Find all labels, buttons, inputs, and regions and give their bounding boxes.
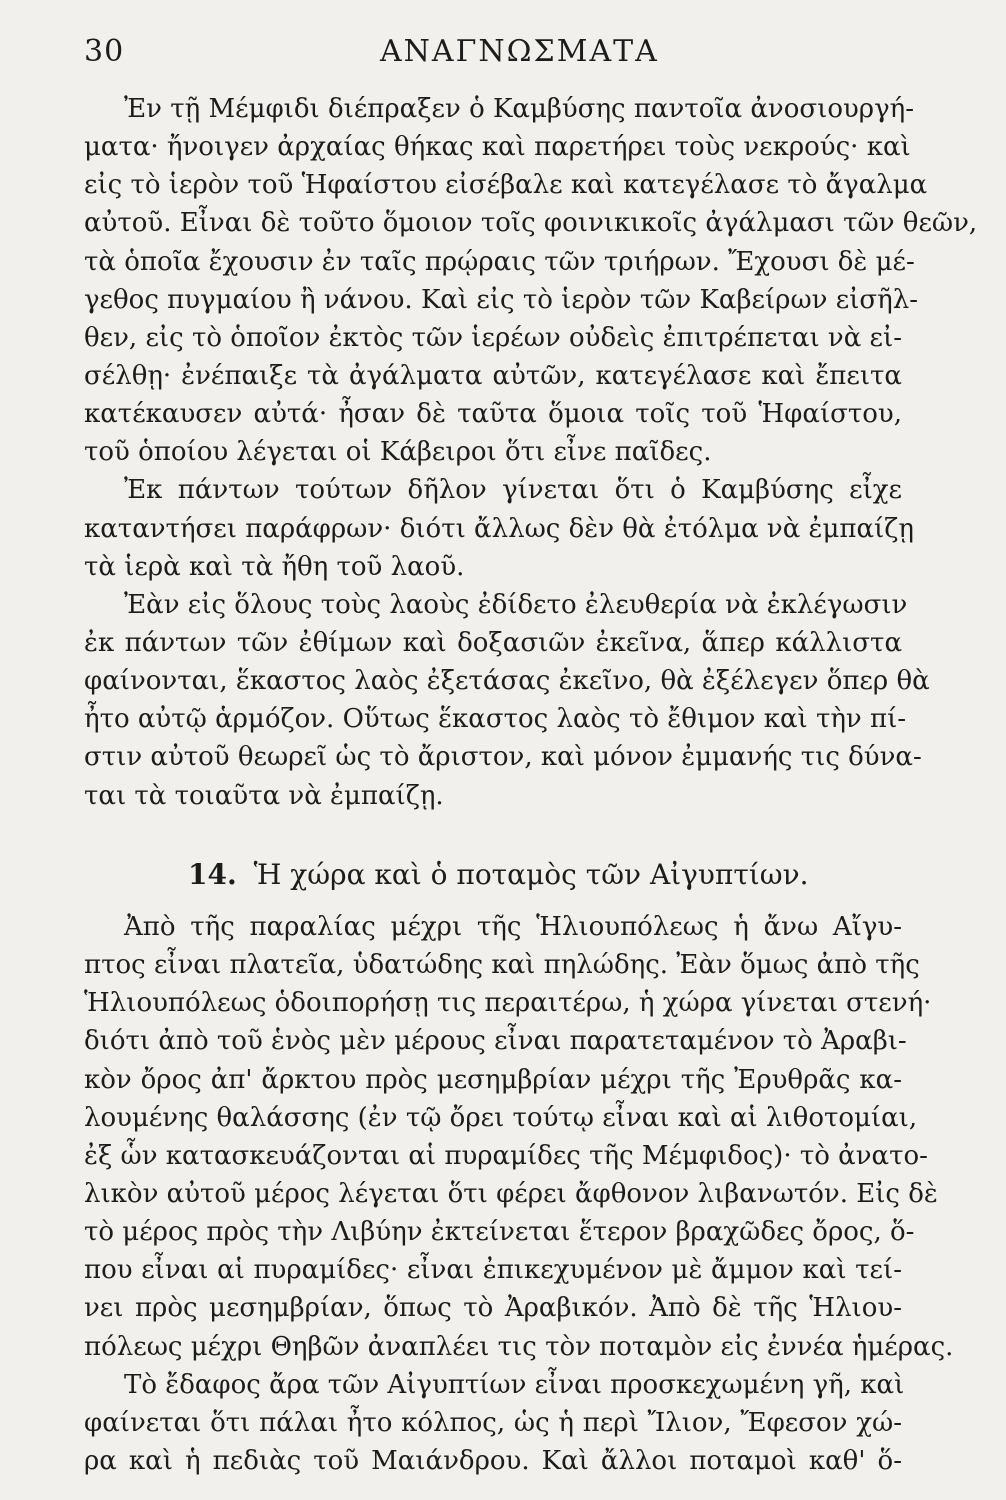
section-number: 14. bbox=[188, 858, 237, 891]
text-line: διότι ἀπὸ τοῦ ἑνὸς μὲν μέρους εἶναι παρατεταμένον τὸ Ἀραβι- bbox=[84, 1026, 907, 1057]
page-header bbox=[84, 34, 900, 74]
text-line: ματα· ἤνοιγεν ἀρχαίας θήκας καὶ παρετήρει τοὺς νεκρούς· καὶ bbox=[84, 132, 911, 163]
page-number: 30 bbox=[84, 34, 125, 69]
text-line: σέλθῃ· ἐνέπαιξε τὰ ἀγάλματα αὐτῶν, κατεγέλασε καὶ ἔπειτα bbox=[84, 360, 902, 391]
text-line: τὰ ὁποῖα ἔχουσιν ἐν ταῖς πρῴραις τῶν τριήρων. Ἔχουσι δὲ μέ- bbox=[84, 246, 915, 277]
text-line: πτος εἶναι πλατεῖα, ὑδατώδης καὶ πηλώδης. Ἐὰν ὅμως ἀπὸ τῆς bbox=[84, 950, 920, 981]
text-line: ἦτο αὐτῷ ἁρμόζον. Οὕτως ἕκαστος λαὸς τὸ ἔθιμον καὶ τὴν πί- bbox=[84, 704, 907, 735]
text-line: φαίνονται, ἕκαστος λαὸς ἐξετάσας ἐκεῖνο, θὰ ἐξέλεγεν ὅπερ θὰ bbox=[84, 666, 930, 697]
text-line: λικὸν αὐτοῦ μέρος λέγεται ὅτι φέρει ἄφθονον λιβανωτόν. Εἰς δὲ bbox=[84, 1178, 938, 1209]
text-line: Ἐὰν εἰς ὅλους τοὺς λαοὺς ἐδίδετο ἐλευθερία νὰ ἐκλέγωσιν bbox=[124, 589, 908, 620]
text-line: Ἐν τῇ Μέμφιδι διέπραξεν ὁ Καμβύσης παντοῖα ἀνοσιουργή- bbox=[124, 94, 914, 124]
text-line: στιν αὐτοῦ θεωρεῖ ὡς τὸ ἄριστον, καὶ μόνον ἐμμανής τις δύνα- bbox=[84, 742, 922, 773]
section-1-text bbox=[84, 90, 978, 815]
text-line: ται τὰ τοιαῦτα νὰ ἐμπαίζῃ. bbox=[84, 780, 444, 811]
text-line: Ἀπὸ τῆς παραλίας μέχρι τῆς Ἡλιουπόλεως ἡ ἄνω Αἴγυ- bbox=[124, 912, 902, 942]
section-heading bbox=[84, 842, 902, 908]
text-line: καταντήσει παράφρων· διότι ἄλλως δὲν θὰ ἐτόλμα νὰ ἐμπαίζῃ bbox=[84, 513, 914, 544]
text-line: νει πρὸς μεσημβρίαν, ὅπως τὸ Ἀραβικόν. Ἀπὸ δὲ τῆς Ἡλιου- bbox=[84, 1293, 902, 1324]
text-line: ἐξ ὧν κατασκευάζονται αἱ πυραμίδες τῆς Μέμφιδος)· τὸ ἀνατο- bbox=[84, 1140, 928, 1171]
text-line: γεθος πυγμαίου ἢ νάνου. Καὶ εἰς τὸ ἱερὸν τῶν Καβείρων εἰσῆλ- bbox=[84, 284, 918, 315]
text-line: φαίνεται ὅτι πάλαι ἦτο κόλπος, ὡς ἡ περὶ Ἴλιον, Ἔφεσον χώ- bbox=[84, 1407, 902, 1438]
text-line: θεν, εἰς τὸ ὁποῖον ἐκτὸς τῶν ἱερέων οὐδεὶς ἐπιτρέπεται νὰ εἰ- bbox=[84, 322, 902, 353]
text-line: ρα καὶ ἡ πεδιὰς τοῦ Μαιάνδρου. Καὶ ἄλλοι ποταμοὶ καθ' ὅ- bbox=[84, 1445, 902, 1476]
text-line: πόλεως μέχρι Θηβῶν ἀναπλέει τις τὸν ποταμὸν εἰς ἐννέα ἡμέρας. bbox=[84, 1331, 954, 1362]
section-14 bbox=[84, 842, 954, 1480]
text-line: τὰ ἱερὰ καὶ τὰ ἤθη τοῦ λαοῦ. bbox=[84, 551, 465, 582]
text-line: Ἐκ πάντων τούτων δῆλον γίνεται ὅτι ὁ Καμβύσης εἶχε bbox=[124, 475, 902, 506]
text-line: κὸν ὄρος ἀπ' ἄρκτου πρὸς μεσημβρίαν μέχρι τῆς Ἐρυθρᾶς κα- bbox=[84, 1064, 902, 1095]
text-line: που εἶναι αἱ πυραμίδες· εἶναι ἐπικεχυμένον μὲ ἄμμον καὶ τεί- bbox=[84, 1255, 902, 1286]
text-line: τὸ μέρος πρὸς τὴν Λιβύην ἐκτείνεται ἕτερον βραχῶδες ὄρος, ὅ- bbox=[84, 1217, 915, 1248]
text-line: λουμένης θαλάσσης (ἐν τῷ ὄρει τούτῳ εἶναι καὶ αἱ λιθοτομίαι, bbox=[84, 1102, 918, 1133]
section-title: Ἡ χώρα καὶ ὁ ποταμὸς τῶν Αἰγυπτίων. bbox=[253, 858, 809, 891]
text-line: εἰς τὸ ἱερὸν τοῦ Ἡφαίστου εἰσέβαλε καὶ κατεγέλασε τὸ ἄγαλμα bbox=[84, 170, 928, 201]
text-line: Ἡλιουπόλεως ὁδοιπορήσῃ τις περαιτέρω, ἡ χώρα γίνεται στενή· bbox=[84, 988, 932, 1019]
running-title: ΑΝΑΓΝΩΣΜΑΤΑ bbox=[380, 34, 659, 69]
text-line: κατέκαυσεν αὐτά· ἦσαν δὲ ταῦτα ὅμοια τοῖς τοῦ Ἡφαίστου, bbox=[84, 399, 902, 430]
text-line: αὐτοῦ. Εἶναι δὲ τοῦτο ὅμοιον τοῖς φοινικικοῖς ἀγάλμασι τῶν θεῶν, bbox=[84, 208, 978, 239]
text-line: ἐκ πάντων τῶν ἐθίμων καὶ δοξασιῶν ἐκεῖνα, ἅπερ κάλλιστα bbox=[84, 627, 902, 658]
text-line: Τὸ ἔδαφος ἄρα τῶν Αἰγυπτίων εἶναι προσκεχωμένη γῆ, καὶ bbox=[124, 1369, 905, 1400]
text-line: τοῦ ὁποίου λέγεται οἱ Κάβειροι ὅτι εἶνε παῖδες. bbox=[84, 437, 712, 468]
